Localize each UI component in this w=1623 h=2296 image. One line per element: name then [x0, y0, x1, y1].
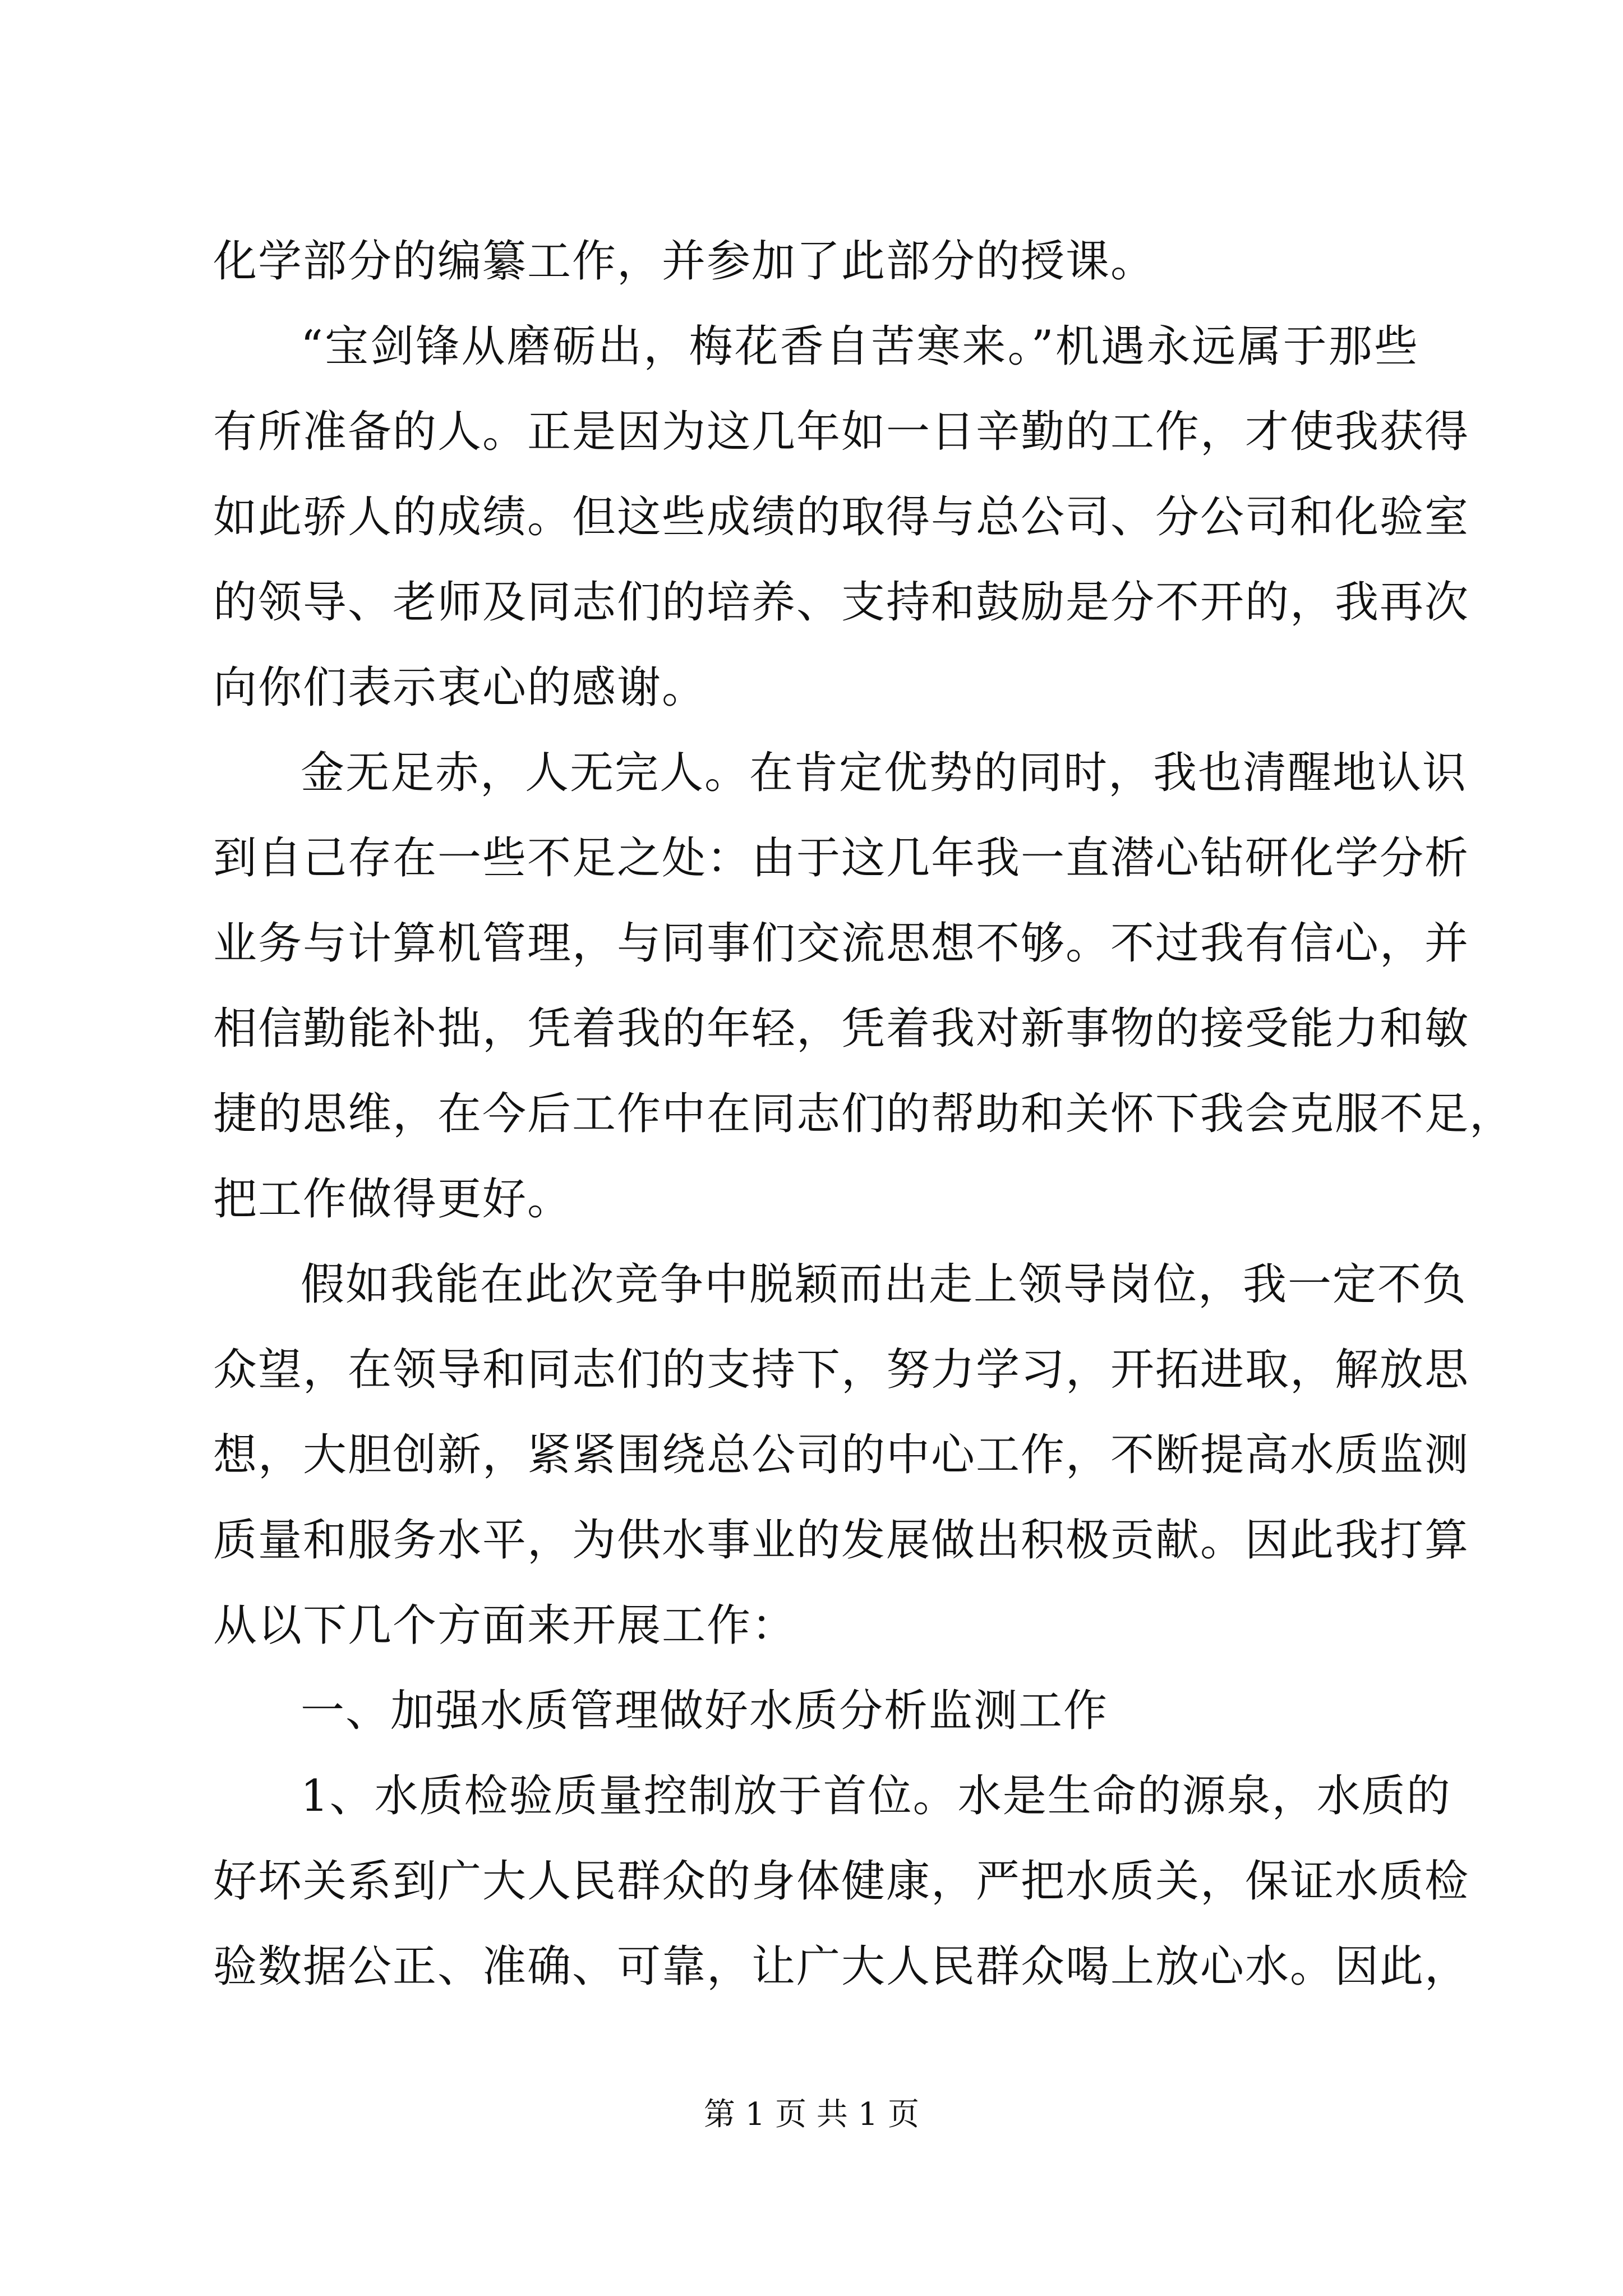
text-line: 到自己存在一些不足之处：由于这几年我一直潜心钻研化学分析	[213, 833, 1470, 884]
text-line: 想，大胆创新，紧紧围绕总公司的中心工作，不断提高水质监测	[213, 1430, 1470, 1480]
text-line: 众望，在领导和同志们的支持下，努力学习，开拓进取，解放思	[213, 1345, 1470, 1395]
text-line: 金无足赤，人无完人。在肯定优势的同时，我也清醒地认识	[301, 748, 1468, 798]
text-line: 有所准备的人。正是因为这几年如一日辛勤的工作，才使我获得	[213, 407, 1470, 457]
text-line: 假如我能在此次竞争中脱颖而出走上领导岗位，我一定不负	[301, 1259, 1468, 1310]
text-line: 验数据公正、准确、可靠，让广大人民群众喝上放心水。因此，	[213, 1941, 1470, 1992]
text-line: 如此骄人的成绩。但这些成绩的取得与总公司、分公司和化验室	[213, 492, 1470, 542]
page-number-label: 第 1 页 共 1 页	[703, 2096, 920, 2133]
text-line: 从以下几个方面来开展工作：	[213, 1600, 797, 1651]
page-footer	[0, 2092, 1623, 2137]
text-line: 化学部分的编纂工作，并参加了此部分的授课。	[213, 236, 1156, 287]
document-body	[213, 219, 1515, 2009]
text-line: 相信勤能补拙，凭着我的年轻，凭着我对新事物的接受能力和敏	[213, 1004, 1470, 1054]
text-line: 捷的思维，在今后工作中在同志们的帮助和关怀下我会克服不足，	[213, 1089, 1515, 1139]
text-line: 好坏关系到广大人民群众的身体健康，严把水质关，保证水质检	[213, 1856, 1470, 1907]
text-line: 的领导、老师及同志们的培养、支持和鼓励是分不开的，我再次	[213, 577, 1470, 628]
text-line: 业务与计算机管理，与同事们交流思想不够。不过我有信心，并	[213, 918, 1470, 969]
text-line: 把工作做得更好。	[213, 1174, 573, 1225]
text-line: 1、水质检验质量控制放于首位。水是生命的源泉，水质的	[301, 1771, 1451, 1821]
section-heading: 一、加强水质管理做好水质分析监测工作	[301, 1686, 1109, 1736]
text-line: “宝剑锋从磨砺出，梅花香自苦寒来。”机遇永远属于那些	[301, 321, 1419, 372]
text-line: 质量和服务水平，为供水事业的发展做出积极贡献。因此我打算	[213, 1515, 1470, 1566]
text-line: 向你们表示衷心的感谢。	[213, 662, 707, 713]
